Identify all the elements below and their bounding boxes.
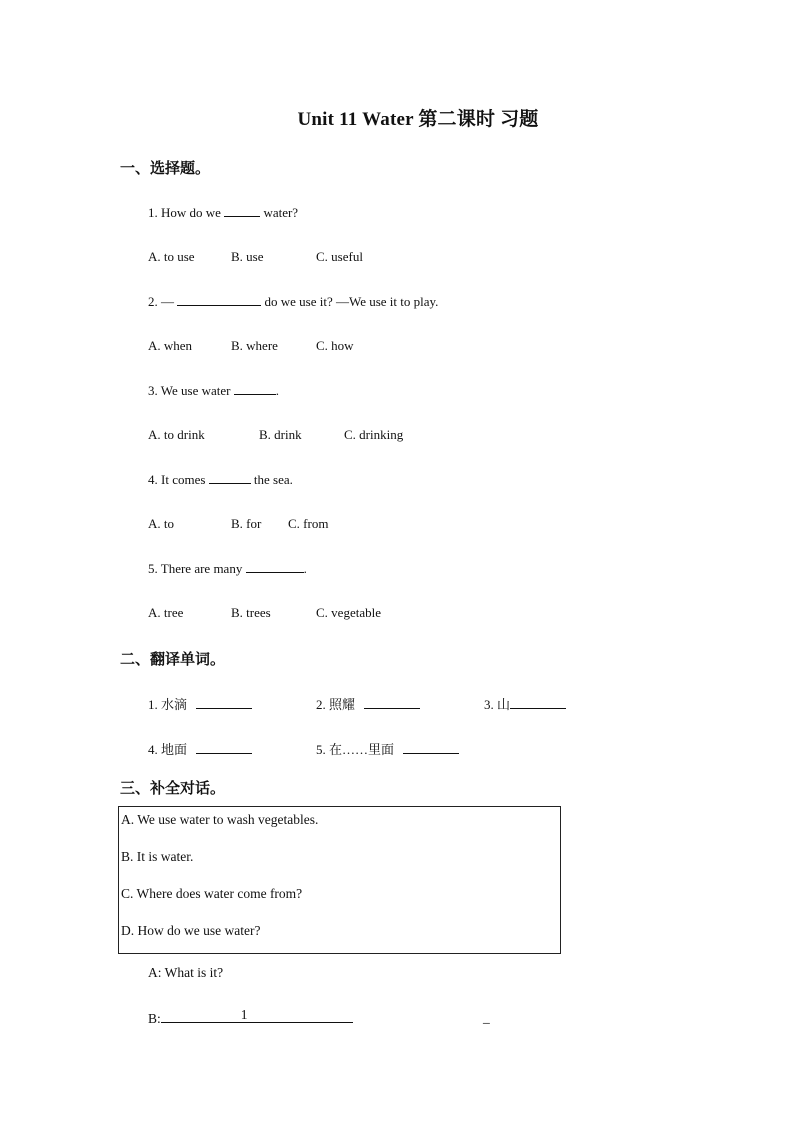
section-heading-choice: 一、选择题。 — [120, 161, 211, 177]
translate-word: 3. 山 — [484, 697, 511, 712]
question-4-text-end: the sea. — [250, 472, 293, 487]
option-b: B. use — [231, 249, 264, 264]
translate-word: 4. 地面 — [148, 742, 191, 757]
option-b: B. trees — [231, 605, 271, 620]
option-b: B. where — [231, 338, 278, 353]
option-a: A. tree — [148, 605, 184, 620]
question-1-text-end: water? — [260, 205, 299, 220]
question-1 — [148, 204, 298, 221]
question-2 — [148, 293, 438, 310]
answer-blank[interactable] — [161, 1007, 353, 1023]
option-a: A. to drink — [148, 427, 205, 442]
section-heading-dialogue: 三、补全对话。 — [120, 781, 226, 797]
translate-item — [316, 694, 420, 713]
answer-blank[interactable] — [364, 696, 420, 709]
answer-blank[interactable] — [196, 696, 252, 709]
translate-item — [148, 694, 252, 713]
dialogue-line-b — [148, 1007, 353, 1027]
dialogue-line-a: A: What is it? — [148, 965, 224, 980]
answer-blank[interactable] — [177, 293, 261, 306]
translate-word: 5. 在……里面 — [316, 742, 398, 757]
blank-number: 1 — [240, 1007, 248, 1022]
options-box — [118, 806, 561, 954]
option-c: C. from — [288, 516, 329, 531]
translate-word: 2. 照耀 — [316, 697, 359, 712]
option-b: B. for — [231, 516, 262, 531]
question-5 — [148, 560, 307, 577]
answer-blank[interactable] — [246, 560, 304, 573]
option-c: C. useful — [316, 249, 363, 264]
dialogue-option-d: D. How do we use water? — [121, 923, 261, 938]
answer-blank[interactable] — [209, 471, 251, 484]
trailing-underscore: _ — [483, 1010, 490, 1025]
answer-blank[interactable] — [403, 741, 459, 754]
option-a: A. to — [148, 516, 174, 531]
answer-blank[interactable] — [234, 382, 276, 395]
question-2-text: 2. — — [148, 294, 178, 309]
dialogue-option-a: A. We use water to wash vegetables. — [121, 812, 319, 827]
question-3 — [148, 382, 279, 399]
question-1-text: 1. How do we — [148, 205, 225, 220]
option-b: B. drink — [259, 427, 302, 442]
question-3-text-end: . — [275, 383, 279, 398]
question-5-text-end: . — [303, 561, 307, 576]
option-c: C. how — [316, 338, 354, 353]
question-2-text-end: do we use it? —We use it to play. — [261, 294, 439, 309]
question-5-text: 5. There are many — [148, 561, 246, 576]
section-heading-translate: 二、翻译单词。 — [120, 652, 226, 668]
answer-blank[interactable] — [224, 204, 260, 217]
translate-item — [316, 739, 459, 758]
dialogue-option-c: C. Where does water come from? — [121, 886, 303, 901]
option-a: A. when — [148, 338, 193, 353]
question-3-text: 3. We use water — [148, 383, 234, 398]
dialogue-speaker-b: B: — [148, 1011, 161, 1026]
translate-item — [484, 694, 566, 713]
question-4-text: 4. It comes — [148, 472, 209, 487]
option-c: C. vegetable — [316, 605, 381, 620]
option-c: C. drinking — [344, 427, 404, 442]
answer-blank[interactable] — [510, 696, 566, 709]
question-4 — [148, 471, 293, 488]
translate-word: 1. 水滴 — [148, 697, 191, 712]
translate-item — [148, 739, 252, 758]
option-a: A. to use — [148, 249, 195, 264]
dialogue-option-b: B. It is water. — [121, 849, 194, 864]
answer-blank[interactable] — [196, 741, 252, 754]
page-title: Unit 11 Water 第二课时 习题 — [297, 109, 539, 130]
